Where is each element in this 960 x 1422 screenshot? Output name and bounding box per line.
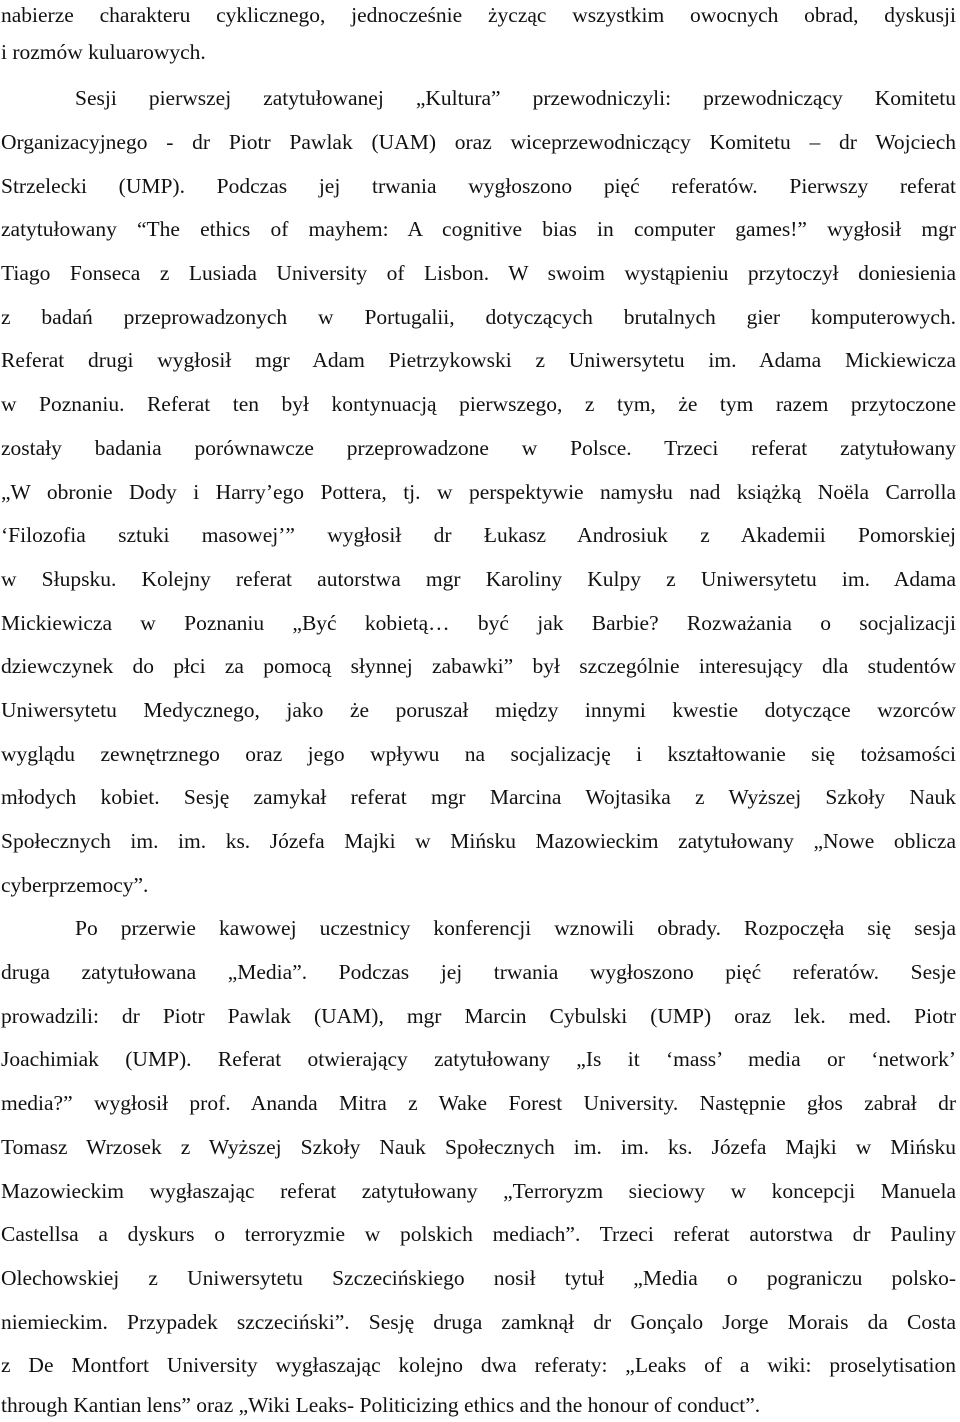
- text-line: Referat drugi wygłosił mgr Adam Pietrzykowski z Uniwersytetu im. Adama Mickiewicza: [1, 348, 956, 372]
- text-line: Tiago Fonseca z Lusiada University of Lisbon. W swoim wystąpieniu przytoczył doniesienia: [1, 261, 956, 285]
- text-line: Po przerwie kawowej uczestnicy konferencji wznowili obrady. Rozpoczęła się sesja: [75, 916, 956, 940]
- text-line: z badań przeprowadzonych w Portugalii, dotyczących brutalnych gier komputerowych.: [1, 305, 956, 329]
- text-line: Mazowieckim wygłaszając referat zatytułowany „Terroryzm sieciowy w koncepcji Manuela: [1, 1179, 956, 1203]
- text-line: Joachimiak (UMP). Referat otwierający zatytułowany „Is it ‘mass’ media or ‘network’: [1, 1047, 956, 1071]
- text-line: cyberprzemocy”.: [1, 873, 149, 897]
- text-line: „W obronie Dody i Harry’ego Pottera, tj. w perspektywie namysłu nad książką Noëla Carrolla: [1, 480, 956, 504]
- text-line: zostały badania porównawcze przeprowadzone w Polsce. Trzeci referat zatytułowany: [1, 436, 956, 460]
- text-line: wyglądu zewnętrznego oraz jego wpływu na socjalizację i kształtowanie się tożsamości: [1, 742, 956, 766]
- text-line: Olechowskiej z Uniwersytetu Szczecińskiego nosił tytuł „Media o pograniczu polsko-: [1, 1266, 956, 1290]
- text-line: zatytułowany “The ethics of mayhem: A cognitive bias in computer games!” wygłosił mgr: [1, 217, 956, 241]
- text-line: w Słupsku. Kolejny referat autorstwa mgr Karoliny Kulpy z Uniwersytetu im. Adama: [1, 567, 956, 591]
- text-line: niemieckim. Przypadek szczeciński”. Sesję druga zamknął dr Gonçalo Jorge Morais da Costa: [1, 1310, 956, 1334]
- text-line: Castellsa a dyskurs o terroryzmie w polskich mediach”. Trzeci referat autorstwa dr Pauliny: [1, 1222, 956, 1246]
- text-line: dziewczynek do płci za pomocą słynnej zabawki” był szczególnie interesujący dla studentów: [1, 654, 956, 678]
- text-line: nabierze charakteru cyklicznego, jednocześnie życząc wszystkim owocnych obrad, dyskusji: [1, 3, 956, 27]
- text-line: Społecznych im. im. ks. Józefa Majki w Mińsku Mazowieckim zatytułowany „Nowe oblicza: [1, 829, 956, 853]
- text-line: młodych kobiet. Sesję zamykał referat mgr Marcina Wojtasika z Wyższej Szkoły Nauk: [1, 785, 956, 809]
- text-line: Uniwersytetu Medycznego, jako że poruszał między innymi kwestie dotyczące wzorców: [1, 698, 956, 722]
- text-line: druga zatytułowana „Media”. Podczas jej trwania wygłoszono pięć referatów. Sesje: [1, 960, 956, 984]
- text-line: Tomasz Wrzosek z Wyższej Szkoły Nauk Społecznych im. im. ks. Józefa Majki w Mińsku: [1, 1135, 956, 1159]
- text-line: w Poznaniu. Referat ten był kontynuacją pierwszego, z tym, że tym razem przytoczone: [1, 392, 956, 416]
- text-line: prowadzili: dr Piotr Pawlak (UAM), mgr Marcin Cybulski (UMP) oraz lek. med. Piotr: [1, 1004, 956, 1028]
- text-line: ‘Filozofia sztuki masowej’” wygłosił dr Łukasz Androsiuk z Akademii Pomorskiej: [1, 523, 956, 547]
- text-line: Mickiewicza w Poznaniu „Być kobietą… być jak Barbie? Rozważania o socjalizacji: [1, 611, 956, 635]
- text-line: through Kantian lens” oraz „Wiki Leaks- Politicizing ethics and the honour of conduct”.: [1, 1393, 761, 1417]
- text-line: Strzelecki (UMP). Podczas jej trwania wygłoszono pięć referatów. Pierwszy referat: [1, 174, 956, 198]
- text-line: z De Montfort University wygłaszając kolejno dwa referaty: „Leaks of a wiki: proselytisation: [1, 1353, 956, 1377]
- text-line: Sesji pierwszej zatytułowanej „Kultura” przewodniczyli: przewodniczący Komitetu: [75, 86, 956, 110]
- text-line: Organizacyjnego - dr Piotr Pawlak (UAM) oraz wiceprzewodniczący Komitetu – dr Wojciech: [1, 130, 956, 154]
- text-line: i rozmów kuluarowych.: [1, 40, 206, 64]
- text-line: media?” wygłosił prof. Ananda Mitra z Wake Forest University. Następnie głos zabrał dr: [1, 1091, 956, 1115]
